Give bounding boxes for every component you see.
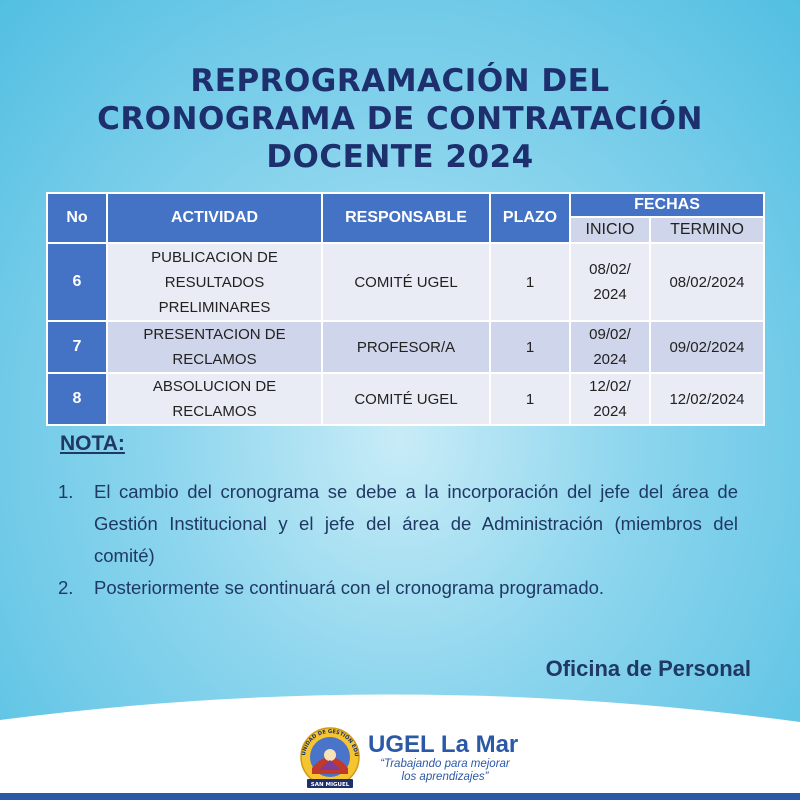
title-line-3: DOCENTE 2024: [266, 139, 534, 175]
table-row: [47, 243, 764, 321]
header-fechas: FECHAS: [570, 193, 764, 217]
list-item-text: El cambio del cronograma se debe a la incorporación del jefe del área de Gestión Institucional y el jefe del área de Administración (miembros del comité): [94, 481, 738, 566]
table-row: [47, 321, 764, 373]
title-line-1: REPROGRAMACIÓN DEL: [190, 63, 610, 99]
list-item-text: Posteriormente se continuará con el cronograma programado.: [94, 577, 605, 598]
row-responsable: PROFESOR/A: [322, 321, 490, 373]
list-item-number: 2.: [58, 577, 74, 598]
row-plazo: 1: [490, 373, 570, 425]
row-plazo: 1: [490, 321, 570, 373]
row-number: 6: [47, 243, 107, 321]
schedule-table: [46, 192, 765, 426]
row-plazo: 1: [490, 243, 570, 321]
row-inicio: 09/02/ 2024: [570, 321, 650, 373]
row-actividad: ABSOLUCION DE RECLAMOS: [107, 373, 322, 425]
list-item-number: 1.: [58, 481, 74, 502]
row-responsable: COMITÉ UGEL: [322, 373, 490, 425]
nota-heading: NOTA:: [60, 432, 125, 455]
title-line-2: CRONOGRAMA DE CONTRATACIÓN: [97, 101, 703, 137]
header-inicio: INICIO: [570, 217, 650, 243]
row-termino: 09/02/2024: [650, 321, 764, 373]
row-termino: 08/02/2024: [650, 243, 764, 321]
seal-ring-text: UNIDAD DE GESTIÓN EDU: [301, 728, 360, 757]
header-plazo: PLAZO: [490, 193, 570, 243]
row-actividad: PUBLICACION DE RESULTADOS PRELIMINARES: [107, 243, 322, 321]
page-title: [0, 62, 800, 176]
nota-list: [58, 476, 738, 604]
row-actividad: PRESENTACION DE RECLAMOS: [107, 321, 322, 373]
list-item: [58, 572, 738, 604]
row-responsable: COMITÉ UGEL: [322, 243, 490, 321]
seal-bottom-text: SAN MIGUEL: [310, 782, 350, 788]
header-termino: TERMINO: [650, 217, 764, 243]
brand-slogan: “Trabajando para mejorar los aprendizajes”: [380, 758, 510, 783]
row-inicio: 12/02/ 2024: [570, 373, 650, 425]
header-responsable: RESPONSABLE: [322, 193, 490, 243]
row-number: 7: [47, 321, 107, 373]
ugel-seal-logo: [295, 724, 365, 790]
header-actividad: ACTIVIDAD: [107, 193, 322, 243]
header-no: No: [47, 193, 107, 243]
office-signature: Oficina de Personal: [545, 656, 751, 681]
list-item: [58, 476, 738, 572]
row-number: 8: [47, 373, 107, 425]
row-inicio: 08/02/ 2024: [570, 243, 650, 321]
brand-name: UGEL La Mar: [368, 731, 519, 758]
table-row: [47, 373, 764, 425]
row-termino: 12/02/2024: [650, 373, 764, 425]
